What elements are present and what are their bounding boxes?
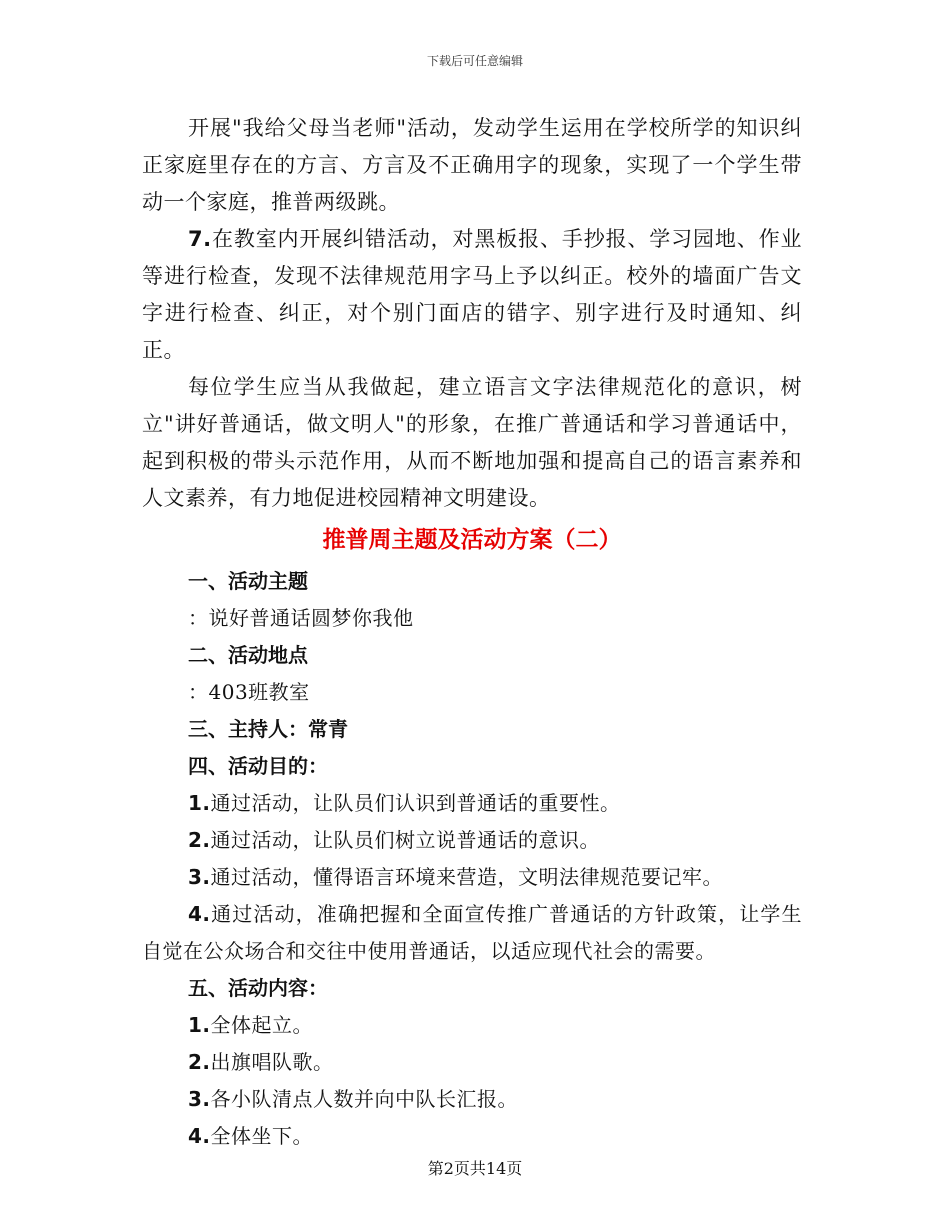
content-item-4 (142, 1118, 802, 1155)
page-footer: 第2页共14页 (427, 1159, 523, 1178)
item-number: 2. (188, 828, 211, 852)
item-text: 通过活动，让队员们认识到普通话的重要性。 (210, 791, 621, 815)
item-number: 4. (188, 1124, 211, 1148)
paragraph-number: 7. (188, 227, 212, 251)
item-text: 全体坐下。 (210, 1124, 314, 1148)
item-number: 1. (188, 791, 211, 815)
item-text: 全体起立。 (210, 1013, 314, 1037)
item-number: 3. (188, 1087, 211, 1111)
purpose-item-3 (142, 859, 802, 896)
item-text: 通过活动，准确把握和全面宣传推广普通话的方针政策，让学生自觉在公众场合和交往中使用普通话，以适应现代社会的需要。 (142, 902, 802, 963)
document-title: 推普周主题及活动方案（二） (322, 527, 622, 553)
section-heading-purpose: 四、活动目的： (188, 754, 328, 778)
section-heading-content: 五、活动内容： (188, 976, 328, 1000)
paragraph-text: 在教室内开展纠错活动，对黑板报、手抄报、学习园地、作业等进行检查，发现不法律规范用字马上予以纠正。校外的墙面广告文字进行检查、纠正，对个别门面店的错字、别字进行及时通知、纠正。 (142, 227, 802, 362)
purpose-item-2 (142, 822, 802, 859)
item-number: 1. (188, 1013, 211, 1037)
intro-paragraph-1: 开展"我给父母当老师"活动，发动学生运用在学校所学的知识纠正家庭里存在的方言、方言及不正确用字的现象，实现了一个学生带动一个家庭，推普两级跳。 (142, 116, 802, 214)
intro-paragraph-2 (142, 221, 802, 369)
section-heading-host: 三、主持人：常青 (188, 717, 348, 741)
content-item-3 (142, 1081, 802, 1118)
document-body (142, 110, 802, 1155)
section-heading-location: 二、活动地点 (188, 643, 308, 667)
intro-paragraph-3: 每位学生应当从我做起，建立语言文字法律规范化的意识，树立"讲好普通话，做文明人"的形象，在推广普通话和学习普通话中，起到积极的带头示范作用，从而不断地加强和提高自己的语言素养和人文素养，有力地促进校园精神文明建设。 (142, 375, 802, 510)
item-number: 2. (188, 1050, 211, 1074)
section-value-location: ：403班教室 (188, 680, 310, 704)
section-value-theme: ：说好普通话圆梦你我他 (188, 606, 414, 630)
content-item-1 (142, 1007, 802, 1044)
item-text: 通过活动，懂得语言环境来营造，文明法律规范要记牢。 (210, 865, 724, 889)
purpose-item-4 (142, 896, 802, 970)
item-number: 4. (188, 902, 211, 926)
section-heading-theme: 一、活动主题 (188, 569, 308, 593)
content-item-2 (142, 1044, 802, 1081)
page-header: 下载后可任意编辑 (426, 54, 523, 68)
purpose-item-1 (142, 785, 802, 822)
item-number: 3. (188, 865, 211, 889)
item-text: 通过活动，让队员们树立说普通话的意识。 (210, 828, 601, 852)
item-text: 各小队清点人数并向中队长汇报。 (210, 1087, 519, 1111)
item-text: 出旗唱队歌。 (210, 1050, 334, 1074)
